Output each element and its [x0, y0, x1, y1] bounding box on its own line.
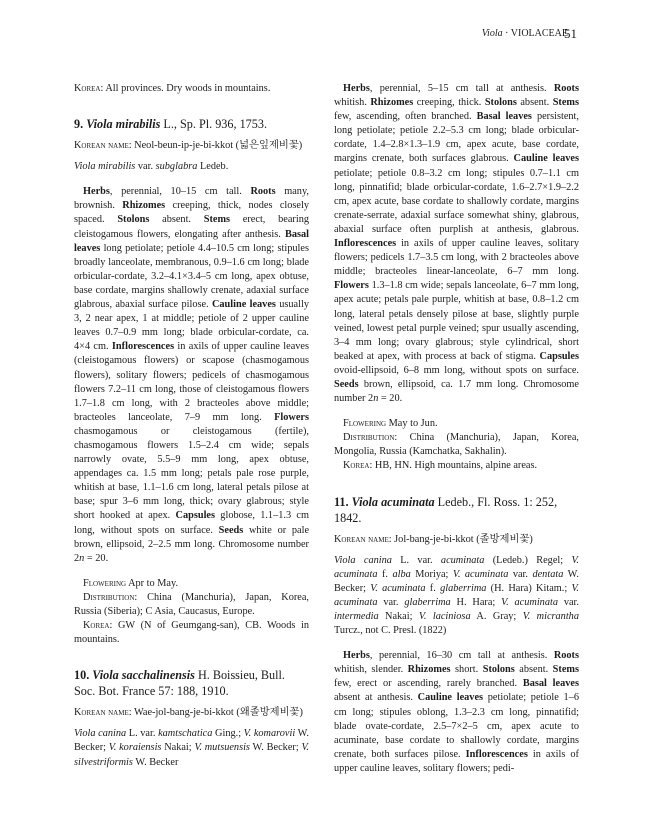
text-run: , perennial, 16–30 cm tall at anthesis.	[369, 650, 554, 662]
text-run: V. komarovii	[243, 728, 296, 740]
text-run: Viola canina	[334, 554, 392, 566]
text-run: = 20.	[84, 552, 109, 564]
text-run: few, erect or ascending, rarely branched.	[334, 678, 523, 690]
text-run: n	[79, 552, 85, 564]
description-9	[74, 185, 309, 566]
text-run: V. acuminata	[370, 582, 426, 594]
text-run: H. Hara;	[450, 596, 502, 608]
korean-name-10: Korean name: Wae-jol-bang-je-bi-kkot (왜졸방제비꽃)	[74, 707, 303, 719]
text-run: persistent, long petiolate; petiole 2.2–5.3 cm long; blade orbicular-cordate, 1.4–2.8×1.3–1.9 cm, apex acute, base cordate, margins crenate, both surfaces glabrous.	[334, 111, 579, 165]
korea-distribution-prev: Korea: All provinces. Dry woods in mountains.	[74, 83, 271, 94]
text-run: V. acuminata	[501, 596, 558, 608]
text-run: Rhizomes	[370, 97, 414, 109]
text-run: creeping, thick.	[413, 97, 485, 109]
text-run: Capsules	[539, 350, 579, 362]
text-run: petiolate; petiole 0.8–3.2 cm long; stipules 0.7–1.1 cm long, pinnatifid; blade orbicular-cordate, 1.6–2.7×1.9–2.2 cm, apex acute, base cordate to shallowly cordate, margins crenate-serrate, adaxial surface somewhat shiny, glabrous, abaxial surface often purplish at anthesis, glabrous.	[334, 167, 579, 235]
text-run: in axils of upper cauline leaves (cleistogamous flowers) or scapose (chasmogamous flowers), solitary flowers; pedicels of chasmogamous flowers 7.2–11 cm long, those of cleistogamous flowers 1.7–1.8 cm long, with 2 bracteoles above middle; bracteoles lanceolate, 7–9 mm long.	[74, 341, 309, 423]
text-run: V. silvestriformis	[74, 742, 309, 768]
text-run: Inflorescences	[334, 238, 397, 250]
text-run: (Ledeb.) Regel;	[484, 554, 572, 566]
korean-name-11: Korean name: Jol-bang-je-bi-kkot (졸방제비꽃)	[334, 533, 533, 545]
text-run: L. var.	[126, 728, 159, 740]
text-run: Stolons	[484, 97, 517, 109]
text-run: (H. Hara) Kitam.;	[486, 582, 572, 594]
text-run: Viola canina	[74, 728, 127, 740]
text-run: V. acuminata	[452, 568, 509, 580]
description-10	[334, 82, 579, 406]
text-run: Flowers	[274, 411, 309, 423]
text-run: = 20.	[378, 393, 403, 405]
text-run: white or pale brown, ellipsoid, 2–2.5 mm long. Chromosome number 2	[74, 524, 310, 564]
text-run: glaberrima	[404, 596, 451, 608]
text-run: kamtschatica	[158, 728, 213, 740]
text-run: 1.3–1.8 cm wide; sepals lanceolate, 6–7 mm long, apex acute; petals pale purple, whitish at base, 0.8–1.2 cm long, lateral petals densely pilose at base, slightly purple veined, lowest petal purple veined; spur usually ascending, 3–4 mm long; ovary glabrous; style cylindrical, short beaked at apex, with process at back of stigma.	[334, 280, 579, 362]
text-run: f.	[377, 568, 393, 580]
text-run: alba	[392, 568, 411, 580]
synonyms-9: Viola mirabilis var. subglabra Ledeb.	[74, 161, 229, 173]
running-head-family: · VIOLACEAE	[502, 28, 568, 39]
species-heading-10: 10. Viola sacchalinensis H. Boissieu, Bull. Soc. Bot. France 57: 188, 1910.	[74, 668, 285, 699]
flowering-9: Flowering Apr to May.	[83, 577, 179, 589]
text-run: V. laciniosa	[418, 611, 471, 622]
text-run: Basal leaves	[74, 228, 309, 254]
text-run: Nakai;	[378, 611, 419, 622]
text-run: Nakai;	[161, 742, 195, 754]
text-run: V. acuminata	[334, 554, 579, 580]
right-column	[334, 82, 579, 776]
text-run: V. koraiensis	[108, 742, 162, 754]
text-run: Stems	[552, 97, 579, 109]
text-run: long petiolate; petiole 4.4–10.5 cm long; stipules broadly lanceolate, membranous, 0.9–1.6 cm long; blade orbicular-cordate, 3.2–4.1×3.4–5 cm long, apex obtuse, base cordate, margins shallowly crenate, adaxial surface glabrous, abaxial surface pilose.	[74, 242, 309, 311]
text-run: Flowers	[334, 280, 369, 292]
text-run: var.	[377, 596, 405, 608]
text-run: n	[373, 393, 379, 405]
text-run: Cauline leaves	[417, 692, 484, 704]
text-run: usually 3, 2 near apex, 1 at middle; petiole of 2 upper cauline leaves 0.7–0.9 mm long; blade orbicular-cordate, ca. 4×4 cm.	[74, 299, 309, 353]
text-run: erect, bearing cleistogamous flowers, elongating after anthesis.	[74, 214, 309, 240]
text-run: Cauline leaves	[513, 153, 579, 165]
text-run: Seeds	[334, 378, 359, 390]
text-run: Roots	[553, 83, 579, 94]
left-column	[74, 82, 309, 770]
text-run: chasmogamous or cleistogamous (fertile), chasmogamous flowers 1.5–2.4 cm wide; sepals narrowly ovate, 5.5–9 mm long, apex obtuse, appendages ca. 1.5 mm long; petals pale rose purple, whitish at base, 1.1–1.6 cm long, lateral petals pilose at base; spur 3–6 mm long, thick; ovary glabrous; style short hooked at apex.	[74, 425, 309, 522]
text-run: Stems	[552, 664, 579, 676]
text-run: globose, 1.1–1.3 cm long, without spots on surface.	[74, 510, 309, 536]
text-run: Stolons	[117, 214, 150, 226]
text-run: var.	[557, 596, 579, 608]
text-run: Roots	[250, 186, 276, 198]
page-number: 51	[564, 26, 577, 41]
text-run: V. mutsuensis	[194, 742, 250, 754]
flowering-10: Flowering May to Jun.	[343, 418, 438, 430]
text-run: , perennial, 5–15 cm tall at anthesis.	[369, 83, 554, 94]
text-run: Ging.;	[212, 728, 244, 740]
text-run: absent.	[516, 97, 553, 109]
text-run: var.	[508, 568, 533, 580]
text-run: V. acuminata	[334, 582, 580, 608]
text-run: intermedia	[334, 611, 379, 622]
text-run: Stolons	[482, 664, 515, 676]
text-run: dentata	[532, 568, 564, 580]
text-run: V. micrantha	[522, 611, 579, 622]
text-run: many, brownish.	[74, 186, 309, 212]
distribution-9: Distribution: China (Manchuria), Japan, Korea, Russia (Siberia); C Asia, Caucasus, Europe.	[74, 591, 309, 617]
text-run: Cauline leaves	[211, 299, 276, 311]
text-run: , perennial, 10–15 cm tall.	[109, 186, 251, 198]
text-run: acuminata	[440, 554, 485, 566]
running-head	[0, 28, 568, 39]
text-run: petiolate; petiole 1–6 cm long; stipules oblong, 1.3–2.3 cm long, pinnatifid; blade ovate-cordate, 2.5–7×2–5 cm, apex acute to acuminate, base cordate to shallowly cordate, margins crenate, both surfaces pilose.	[334, 692, 580, 760]
synonyms-11	[334, 554, 579, 639]
text-run: Herbs	[343, 83, 370, 94]
text-run: Moriya;	[410, 568, 453, 580]
text-run: W. Becker;	[249, 742, 302, 754]
text-run: Inflorescences	[111, 341, 175, 353]
text-run: L. var.	[391, 554, 441, 566]
text-run: ovoid-ellipsoid, 6–8 mm long, without spots on surface.	[334, 364, 579, 376]
korea-distribution-10: Korea: HB, HN. High mountains, alpine areas.	[343, 460, 538, 472]
text-run: Rhizomes	[122, 200, 166, 212]
running-head-genus: Viola	[481, 28, 503, 39]
text-run: Inflorescences	[465, 748, 528, 760]
text-run: Herbs	[83, 186, 110, 198]
text-run: Capsules	[175, 510, 216, 522]
text-run: Basal leaves	[476, 111, 532, 123]
text-run: Stems	[203, 214, 231, 226]
text-run: Seeds	[218, 524, 244, 536]
description-11	[334, 649, 579, 776]
text-run: W. Becker;	[74, 728, 309, 754]
text-run: Roots	[553, 650, 579, 662]
text-run: Basal leaves	[522, 678, 579, 690]
text-run: brown, ellipsoid, ca. 1.7 mm long. Chromosome number 2	[334, 378, 579, 405]
text-run: absent.	[149, 214, 204, 226]
text-run: Herbs	[343, 650, 370, 662]
korean-name-9: Korean name: Neol-beun-ip-je-bi-kkot (넓은잎제비꽃)	[74, 140, 303, 152]
text-run: A. Gray;	[470, 611, 523, 622]
text-run: f.	[425, 582, 441, 594]
text-run: absent.	[514, 664, 553, 676]
text-run: short.	[450, 664, 483, 676]
species-heading-11: 11. Viola acuminata Ledeb., Fl. Ross. 1: 252, 1842.	[334, 494, 558, 525]
synonyms-10	[74, 727, 309, 769]
text-run: Turcz., not C. Presl. (1822)	[334, 625, 447, 637]
text-run: W. Becker;	[334, 568, 579, 594]
distribution-10: Distribution: China (Manchuria), Japan, Korea, Mongolia, Russia (Kamchatka, Sakhalin).	[334, 432, 579, 458]
text-run: whitish, slender.	[334, 664, 408, 676]
text-run: in axils of upper cauline leaves, solitary flowers; pedi-	[334, 748, 579, 774]
text-run: glaberrima	[440, 582, 487, 594]
species-heading-9: 9. Viola mirabilis L., Sp. Pl. 936, 1753.	[74, 117, 268, 132]
text-run: creeping, thick, nodes closely spaced.	[74, 200, 309, 226]
text-run: few, ascending, often branched.	[334, 111, 477, 123]
korea-distribution-9: Korea: GW (N of Geumgang-san), CB. Woods in mountains.	[74, 620, 309, 646]
text-run: Rhizomes	[407, 664, 451, 676]
text-run: W. Becker	[132, 756, 179, 768]
text-run: absent at anthesis.	[334, 692, 418, 704]
text-run: in axils of upper cauline leaves, solitary flowers; pedicels 1.7–3.5 cm long, with 2 bracteoles above middle; bracteoles linear-lanceolate, 6–7 mm long.	[334, 238, 579, 278]
text-run: whitish.	[334, 97, 371, 109]
